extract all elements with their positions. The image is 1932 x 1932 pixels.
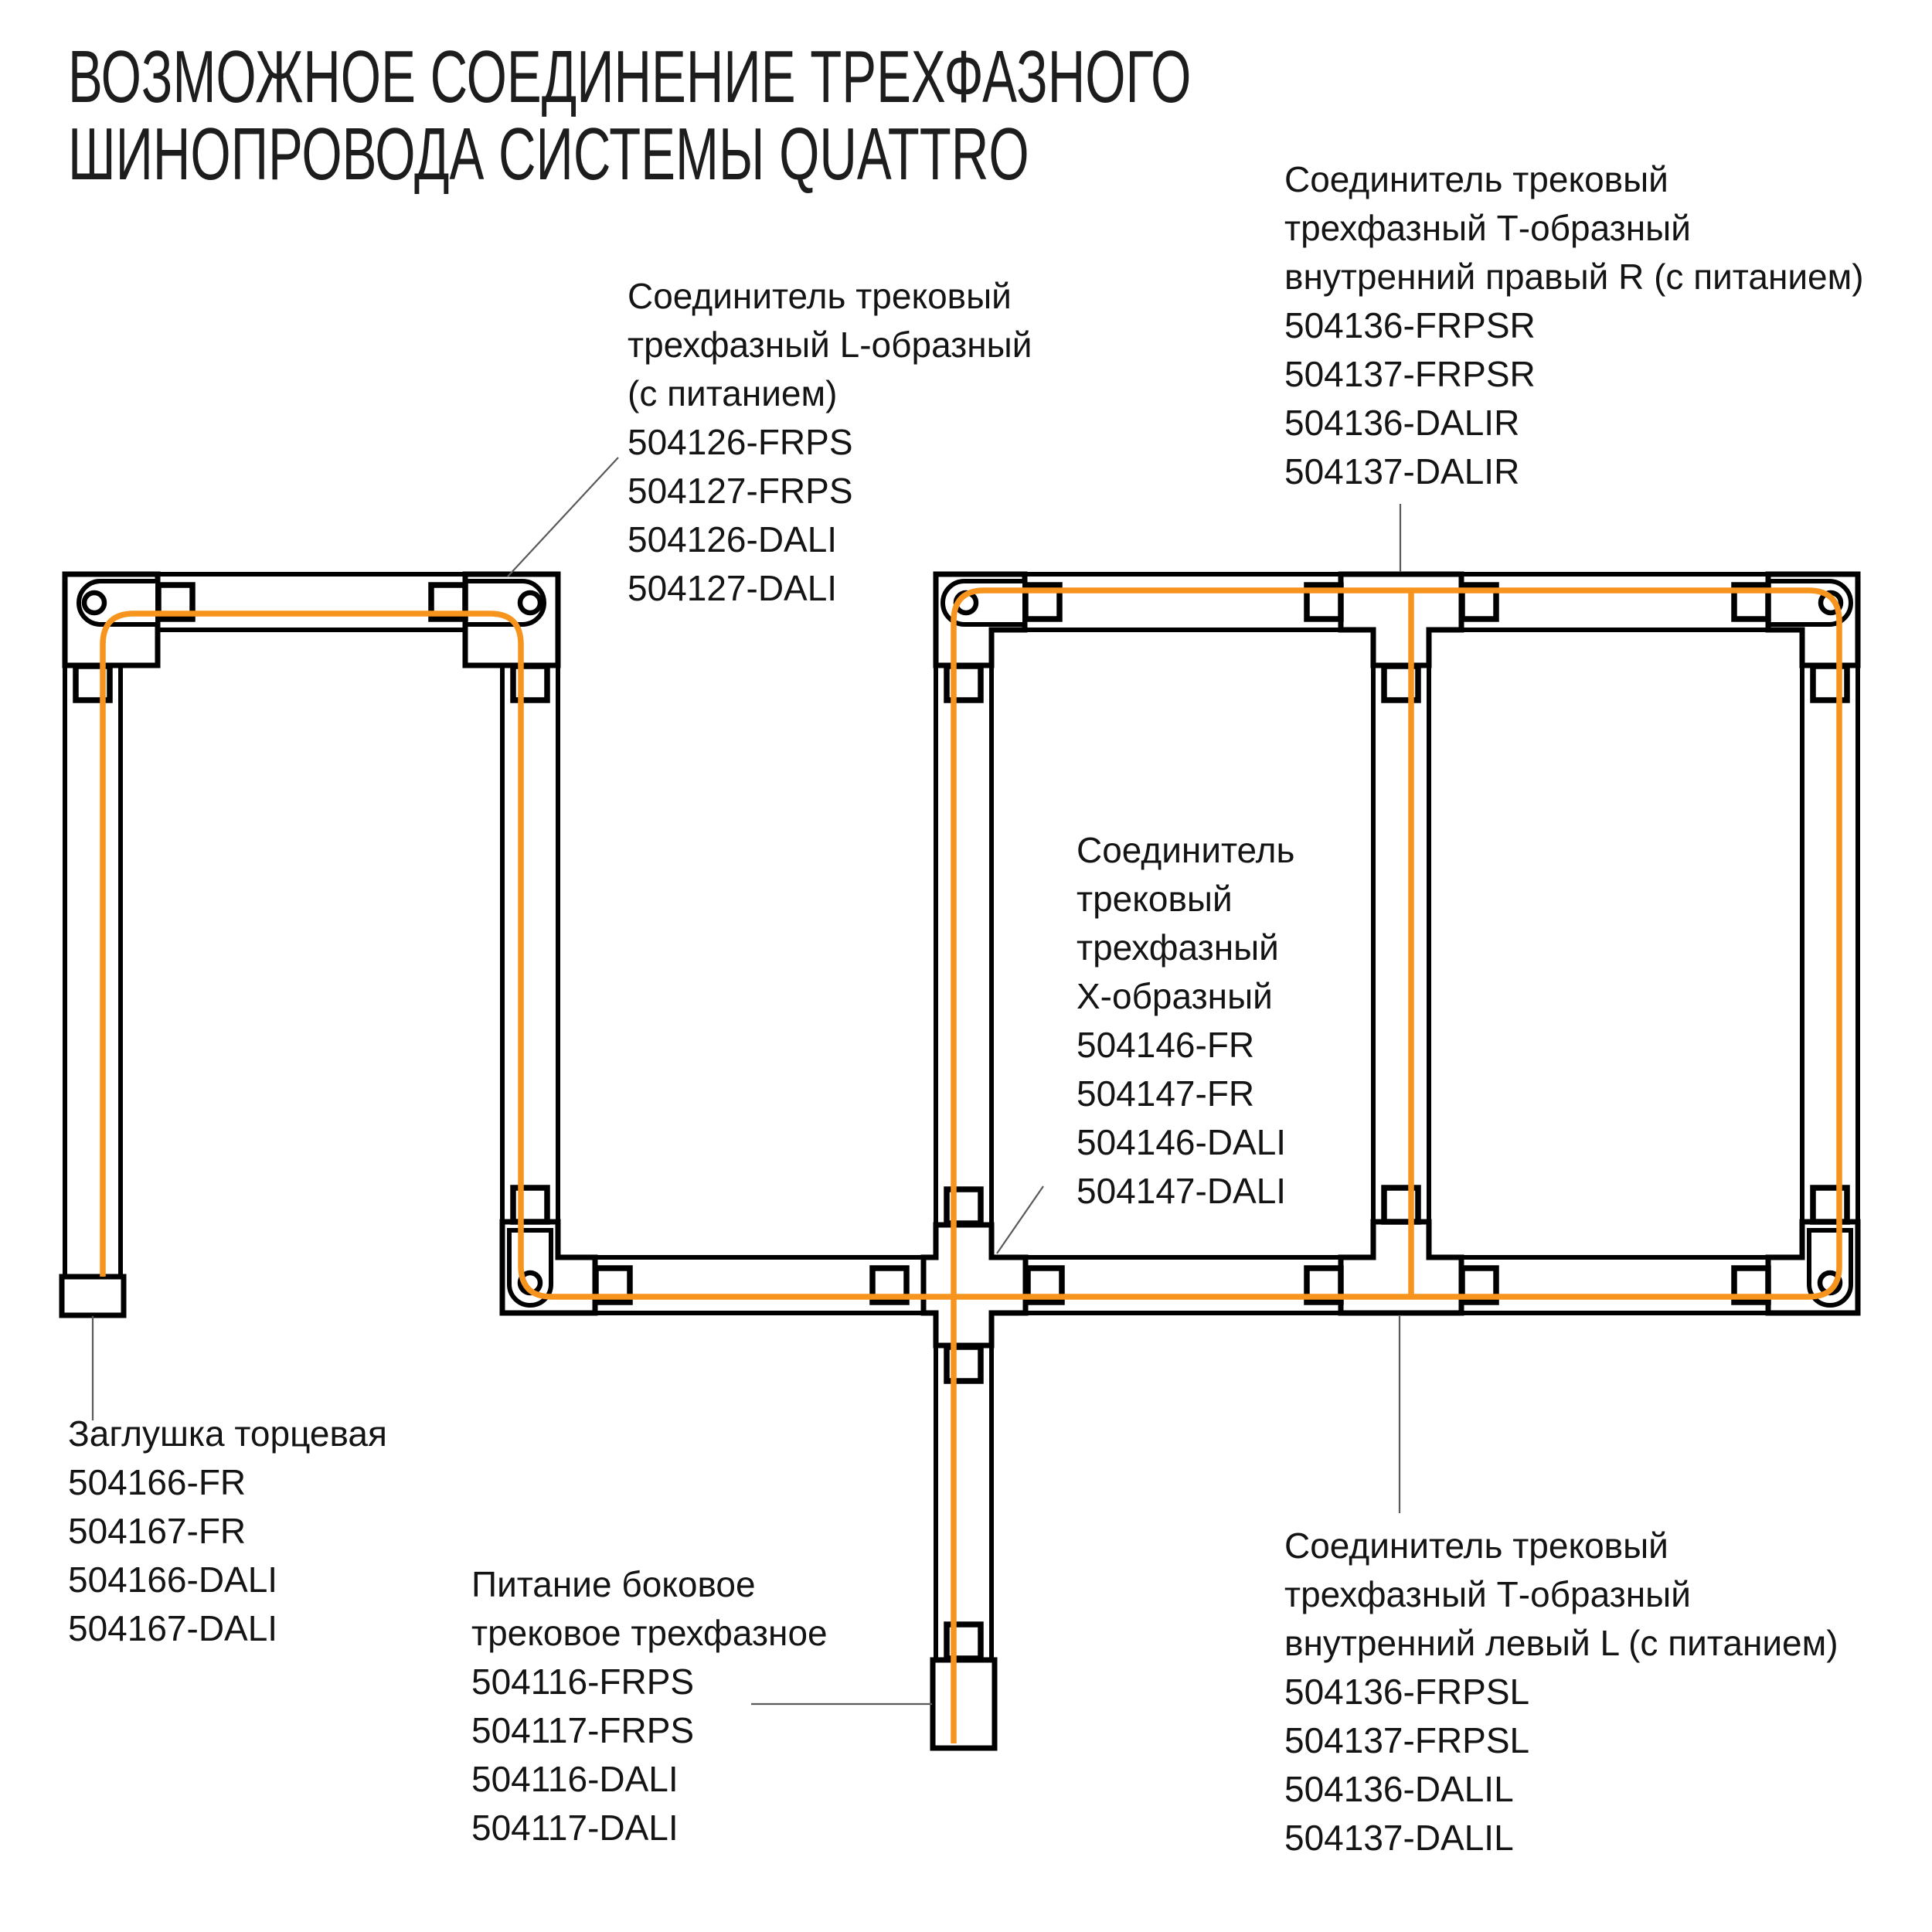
screw-hole-icon	[520, 593, 540, 613]
label-line: 504146-DALI	[1077, 1122, 1287, 1162]
label-line: 504137-FRPSR	[1284, 354, 1536, 394]
label-line: 504117-FRPS	[471, 1710, 695, 1750]
label-line: трехфазный Т-образный	[1284, 1574, 1691, 1614]
label-end-cap	[68, 1410, 387, 1653]
label-line: 504137-DALIL	[1284, 1818, 1514, 1858]
label-line: 504137-FRPSL	[1284, 1720, 1530, 1760]
label-side-feed	[471, 1560, 828, 1852]
label-line: 504137-DALIR	[1284, 451, 1520, 492]
page-title-line-2: ШИНОПРОВОДА СИСТЕМЫ QUATTRO	[68, 113, 1029, 196]
label-line: Соединитель трековый	[1284, 1526, 1668, 1566]
label-line: 504116-DALI	[471, 1759, 679, 1799]
label-line: 504146-FR	[1077, 1025, 1255, 1065]
track-rail-middle	[1373, 630, 1429, 1257]
label-line: трехфазный Т-образный	[1284, 208, 1691, 248]
label-line: 504136-FRPSL	[1284, 1672, 1530, 1712]
label-line: 504136-FRPSR	[1284, 305, 1536, 345]
track-rail-far-left	[65, 630, 121, 1278]
label-line: Питание боковое	[471, 1564, 756, 1604]
label-line: Х-образный	[1077, 976, 1273, 1016]
label-line: Соединитель	[1077, 830, 1295, 870]
label-line: (с питанием)	[628, 373, 838, 413]
label-line: 504126-DALI	[628, 519, 838, 560]
label-line: трековое трехфазное	[471, 1613, 828, 1653]
label-line: 504167-FR	[68, 1511, 247, 1551]
label-line: 504126-FRPS	[628, 422, 853, 462]
track-rail-right-structure-left	[936, 630, 992, 1257]
leader-x-connector	[997, 1186, 1043, 1253]
track-rail-left-structure-right	[502, 630, 558, 1257]
label-l-connector	[628, 272, 1032, 613]
label-line: внутренний левый L (с питанием)	[1284, 1623, 1838, 1663]
track-rail-right	[1802, 630, 1858, 1257]
label-line: 504136-DALIL	[1284, 1769, 1514, 1809]
label-line: 504117-DALI	[471, 1808, 679, 1848]
label-line: Соединитель трековый	[1284, 159, 1668, 199]
label-line: 504166-FR	[68, 1462, 247, 1502]
label-line: 504116-FRPS	[471, 1662, 695, 1702]
label-t-connector-right	[1284, 155, 1864, 496]
leader-l-connector	[508, 457, 618, 577]
label-line: трехфазный L-образный	[628, 325, 1032, 365]
label-line: 504147-DALI	[1077, 1171, 1287, 1211]
label-line: 504136-DALIR	[1284, 403, 1520, 443]
x-connector	[923, 1225, 1026, 1345]
label-line: трехфазный	[1077, 927, 1279, 968]
screw-hole-icon	[84, 593, 104, 613]
label-x-connector	[1077, 826, 1294, 1216]
side-feed-box	[933, 1660, 995, 1748]
track-bottom-bar	[502, 1257, 1858, 1313]
label-line: трековый	[1077, 879, 1233, 919]
page-title-line-1: ВОЗМОЖНОЕ СОЕДИНЕНИЕ ТРЕХФАЗНОГО	[68, 36, 1192, 118]
label-line: 504167-DALI	[68, 1608, 278, 1648]
label-line: внутренний правый R (с питанием)	[1284, 257, 1864, 297]
label-line: 504127-FRPS	[628, 471, 853, 511]
label-line: Заглушка торцевая	[68, 1413, 387, 1454]
label-t-connector-left	[1284, 1522, 1838, 1862]
end-cap	[62, 1277, 124, 1315]
label-line: 504147-FR	[1077, 1073, 1255, 1114]
label-line: 504127-DALI	[628, 568, 838, 608]
label-line: 504166-DALI	[68, 1560, 278, 1600]
label-line: Соединитель трековый	[628, 276, 1012, 316]
